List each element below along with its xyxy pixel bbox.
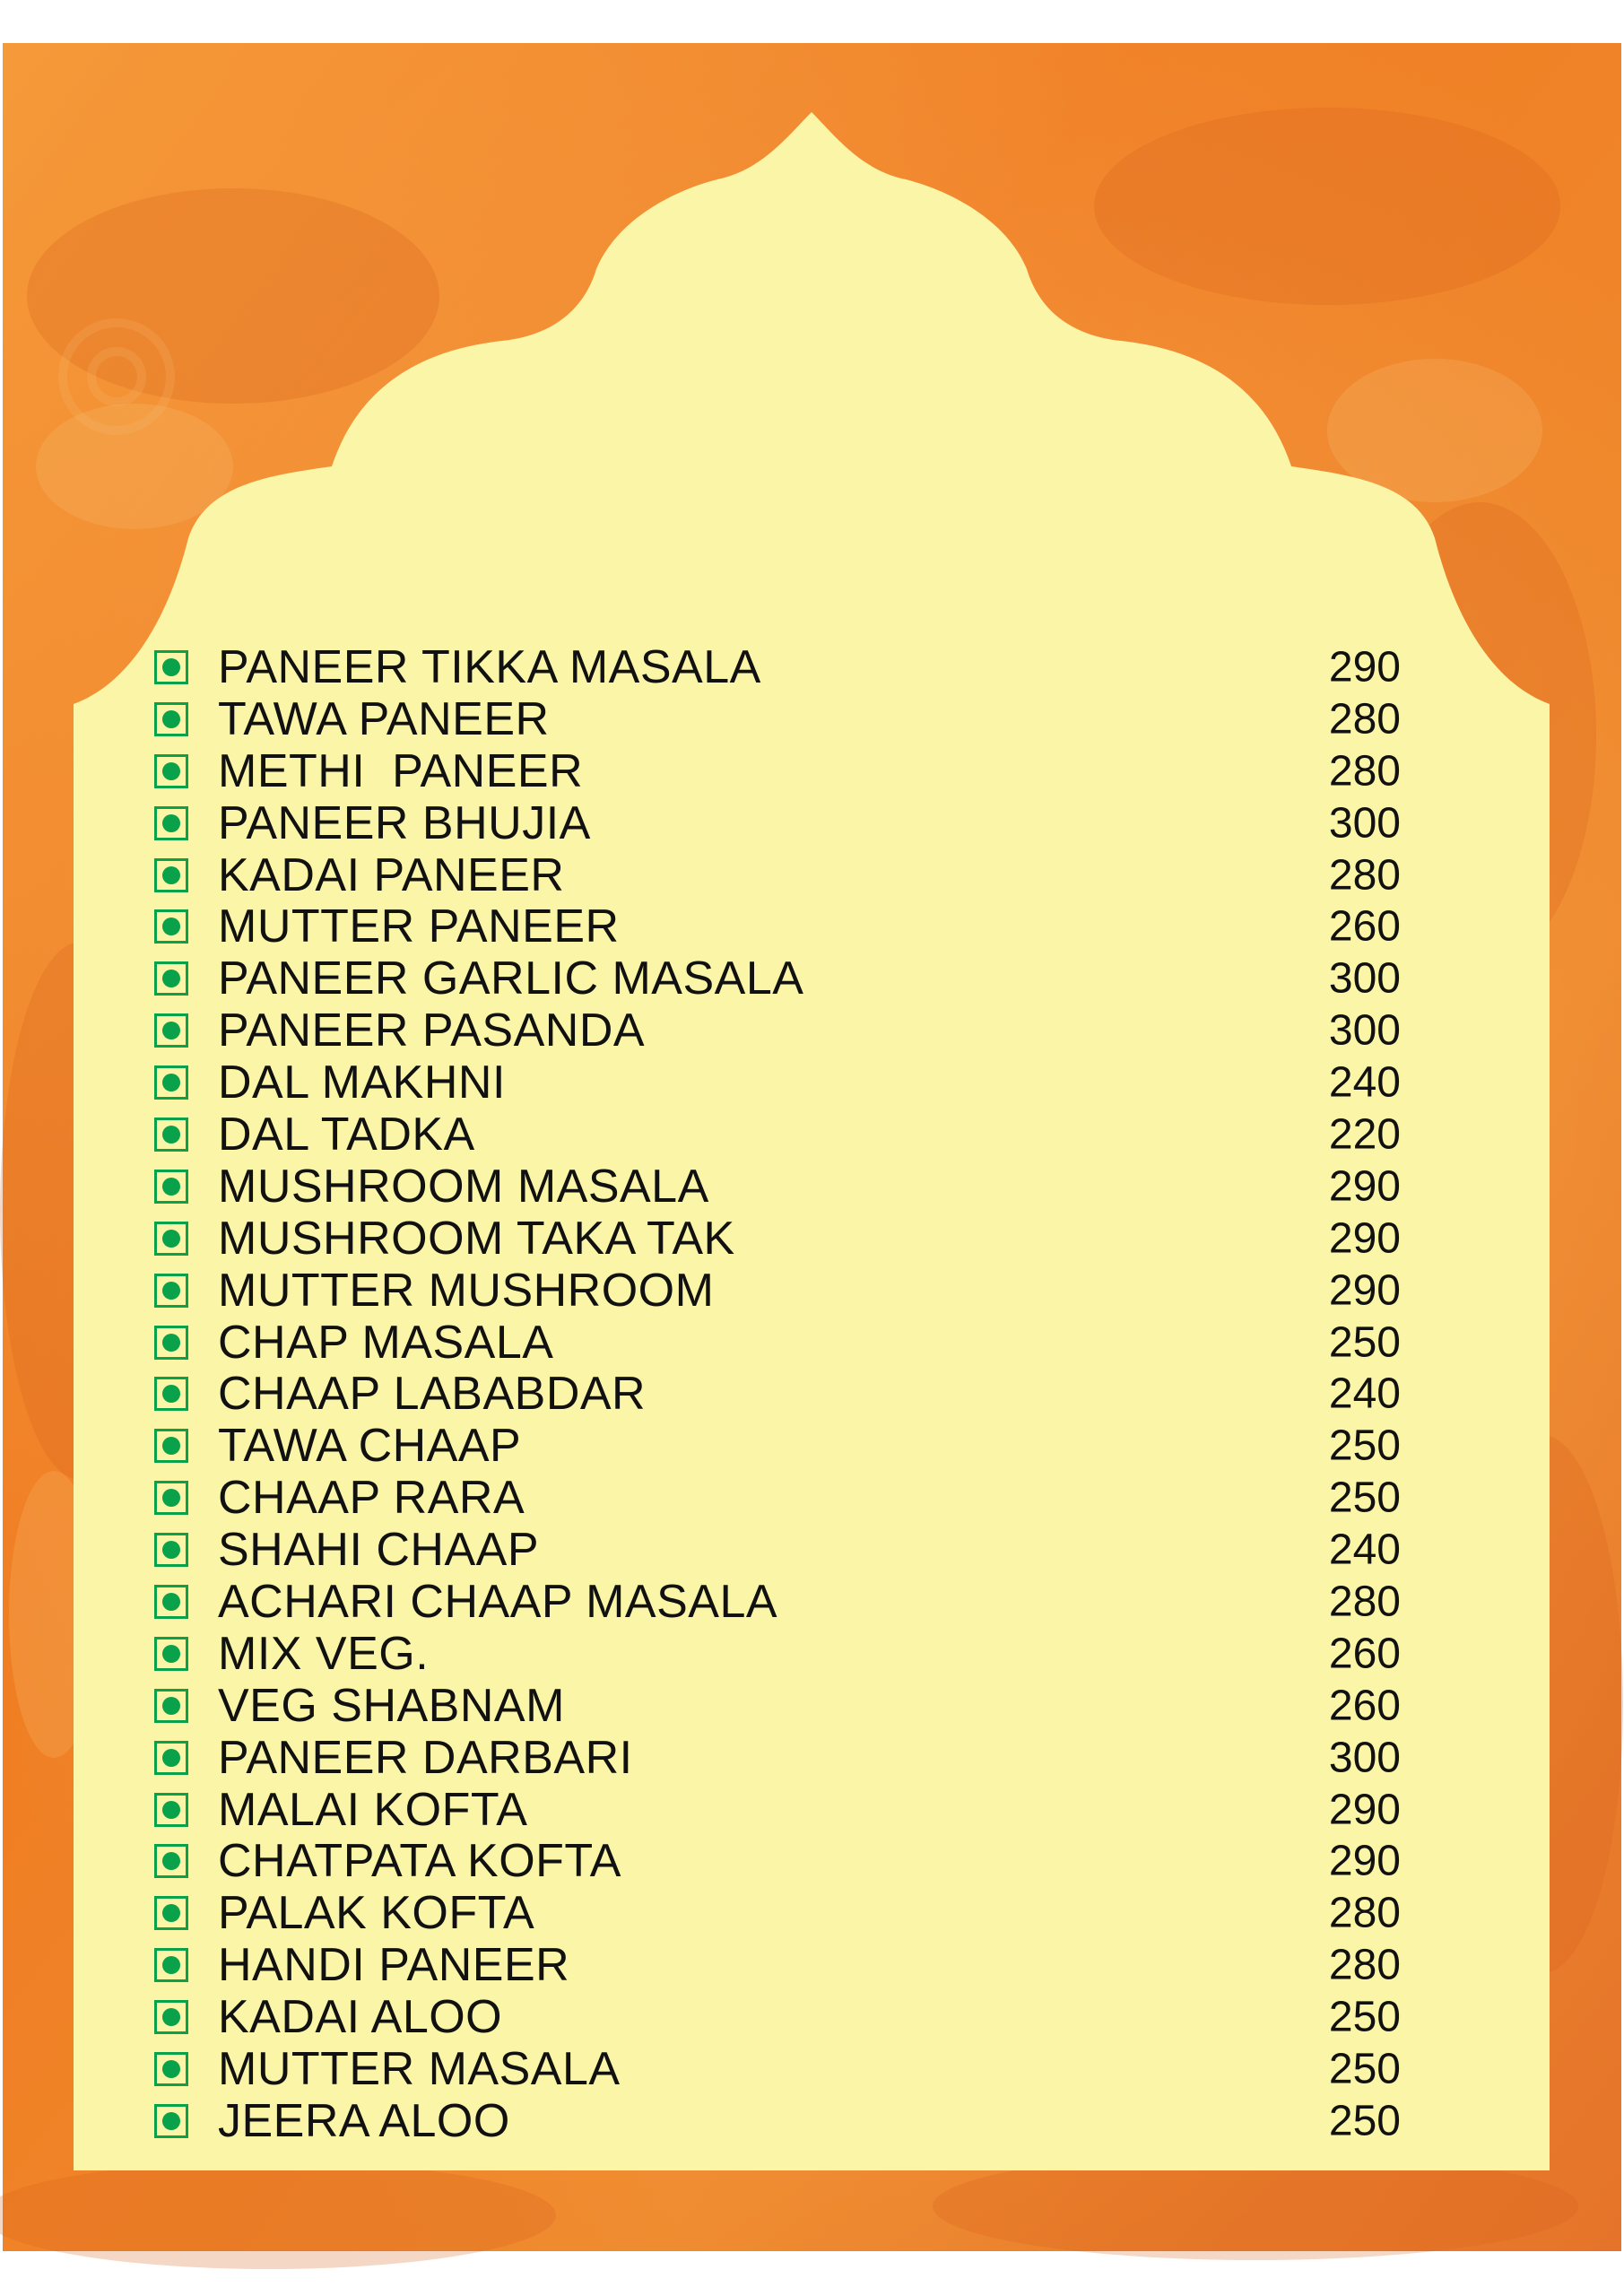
item-price: 250 — [1328, 1474, 1401, 1522]
veg-symbol-icon — [154, 1013, 188, 1048]
item-price: 300 — [1328, 1006, 1401, 1055]
veg-symbol-icon — [154, 1637, 188, 1671]
veg-symbol-icon — [154, 2000, 188, 2034]
item-price: 240 — [1328, 1370, 1401, 1418]
menu-item — [154, 1472, 1401, 1524]
item-name: KADAI ALOO — [218, 1991, 503, 2044]
menu-item — [154, 1939, 1401, 1991]
menu-item — [154, 1161, 1401, 1213]
item-name: PANEER GARLIC MASALA — [218, 952, 804, 1005]
item-price: 290 — [1328, 1786, 1401, 1834]
item-price: 250 — [1328, 1318, 1401, 1367]
item-name: PALAK KOFTA — [218, 1887, 535, 1940]
menu-item — [154, 641, 1401, 693]
item-price: 240 — [1328, 1526, 1401, 1574]
menu-item — [154, 797, 1401, 849]
item-name: METHI PANEER — [218, 744, 584, 797]
menu-item — [154, 1991, 1401, 2043]
item-price: 250 — [1328, 1422, 1401, 1470]
item-name: PANEER PASANDA — [218, 1004, 646, 1057]
menu-item — [154, 1213, 1401, 1265]
item-price: 250 — [1328, 2097, 1401, 2145]
item-price: 250 — [1328, 1993, 1401, 2041]
menu-item — [154, 2043, 1401, 2095]
item-name: HANDI PANEER — [218, 1939, 570, 1992]
item-name: DAL TADKA — [218, 1108, 475, 1161]
menu-item — [154, 1524, 1401, 1576]
menu-item — [154, 952, 1401, 1004]
item-price: 240 — [1328, 1058, 1401, 1107]
item-price: 280 — [1328, 695, 1401, 744]
veg-symbol-icon — [154, 1689, 188, 1723]
item-price: 260 — [1328, 1630, 1401, 1678]
veg-symbol-icon — [154, 1948, 188, 1982]
veg-symbol-icon — [154, 1844, 188, 1878]
menu-item — [154, 1420, 1401, 1472]
item-name: KADAI PANEER — [218, 848, 565, 901]
item-name: PANEER DARBARI — [218, 1731, 633, 1784]
item-price: 280 — [1328, 1578, 1401, 1626]
veg-symbol-icon — [154, 961, 188, 996]
veg-symbol-icon — [154, 650, 188, 684]
menu-item — [154, 2095, 1401, 2147]
item-name: PANEER BHUJIA — [218, 796, 591, 849]
veg-symbol-icon — [154, 1481, 188, 1515]
veg-symbol-icon — [154, 1896, 188, 1930]
item-name: JEERA ALOO — [218, 2094, 510, 2147]
menu-item — [154, 1628, 1401, 1680]
menu-item — [154, 1680, 1401, 1732]
item-name: MUTTER MUSHROOM — [218, 1264, 715, 1317]
item-price: 280 — [1328, 747, 1401, 796]
item-name: MALAI KOFTA — [218, 1783, 528, 1836]
veg-symbol-icon — [154, 754, 188, 788]
veg-symbol-icon — [154, 1377, 188, 1411]
menu-item — [154, 1732, 1401, 1784]
veg-symbol-icon — [154, 1585, 188, 1619]
veg-symbol-icon — [154, 1274, 188, 1308]
item-price: 260 — [1328, 1682, 1401, 1730]
menu-item — [154, 1317, 1401, 1369]
item-name: MUTTER PANEER — [218, 900, 620, 953]
menu-item — [154, 1784, 1401, 1836]
item-price: 290 — [1328, 643, 1401, 691]
veg-symbol-icon — [154, 702, 188, 736]
veg-symbol-icon — [154, 909, 188, 944]
item-name: SHAHI CHAAP — [218, 1524, 540, 1577]
menu-item — [154, 745, 1401, 797]
menu-item — [154, 1004, 1401, 1057]
item-price: 280 — [1328, 1941, 1401, 1989]
item-price: 300 — [1328, 799, 1401, 848]
item-price: 300 — [1328, 1734, 1401, 1782]
item-name: MUTTER MASALA — [218, 2042, 621, 2095]
menu-item — [154, 1835, 1401, 1887]
menu-item — [154, 1887, 1401, 1939]
item-price: 290 — [1328, 1162, 1401, 1211]
veg-symbol-icon — [154, 2104, 188, 2138]
item-name: TAWA CHAAP — [218, 1420, 522, 1473]
menu-list — [154, 641, 1401, 2147]
veg-symbol-icon — [154, 1118, 188, 1152]
menu-item — [154, 1576, 1401, 1628]
veg-symbol-icon — [154, 1533, 188, 1567]
menu-item — [154, 1368, 1401, 1420]
veg-symbol-icon — [154, 858, 188, 892]
item-price: 260 — [1328, 902, 1401, 951]
item-name: ACHARI CHAAP MASALA — [218, 1575, 778, 1628]
menu-item — [154, 693, 1401, 745]
item-name: CHAP MASALA — [218, 1316, 554, 1369]
menu-item — [154, 900, 1401, 952]
item-price: 220 — [1328, 1110, 1401, 1159]
item-name: CHAAP LABABDAR — [218, 1368, 647, 1421]
veg-symbol-icon — [154, 1326, 188, 1360]
item-name: PANEER TIKKA MASALA — [218, 640, 761, 693]
veg-symbol-icon — [154, 1429, 188, 1463]
veg-symbol-icon — [154, 1222, 188, 1256]
item-name: VEG SHABNAM — [218, 1679, 565, 1732]
item-name: CHAAP RARA — [218, 1472, 525, 1525]
menu-item — [154, 1057, 1401, 1109]
item-name: MUSHROOM TAKA TAK — [218, 1212, 735, 1265]
item-name: MUSHROOM MASALA — [218, 1160, 709, 1213]
item-price: 280 — [1328, 851, 1401, 899]
item-price: 290 — [1328, 1214, 1401, 1263]
menu-item — [154, 1265, 1401, 1317]
item-price: 290 — [1328, 1266, 1401, 1315]
item-name: CHATPATA KOFTA — [218, 1835, 621, 1888]
item-name: DAL MAKHNI — [218, 1057, 506, 1109]
menu-item — [154, 1109, 1401, 1161]
item-name: MIX VEG. — [218, 1627, 430, 1680]
item-price: 250 — [1328, 2045, 1401, 2093]
veg-symbol-icon — [154, 1065, 188, 1100]
veg-symbol-icon — [154, 1741, 188, 1775]
item-name: TAWA PANEER — [218, 692, 550, 745]
item-price: 300 — [1328, 954, 1401, 1003]
veg-symbol-icon — [154, 806, 188, 840]
menu-item — [154, 849, 1401, 901]
veg-symbol-icon — [154, 1793, 188, 1827]
veg-symbol-icon — [154, 2052, 188, 2086]
veg-symbol-icon — [154, 1170, 188, 1204]
item-price: 290 — [1328, 1837, 1401, 1885]
item-price: 280 — [1328, 1889, 1401, 1937]
